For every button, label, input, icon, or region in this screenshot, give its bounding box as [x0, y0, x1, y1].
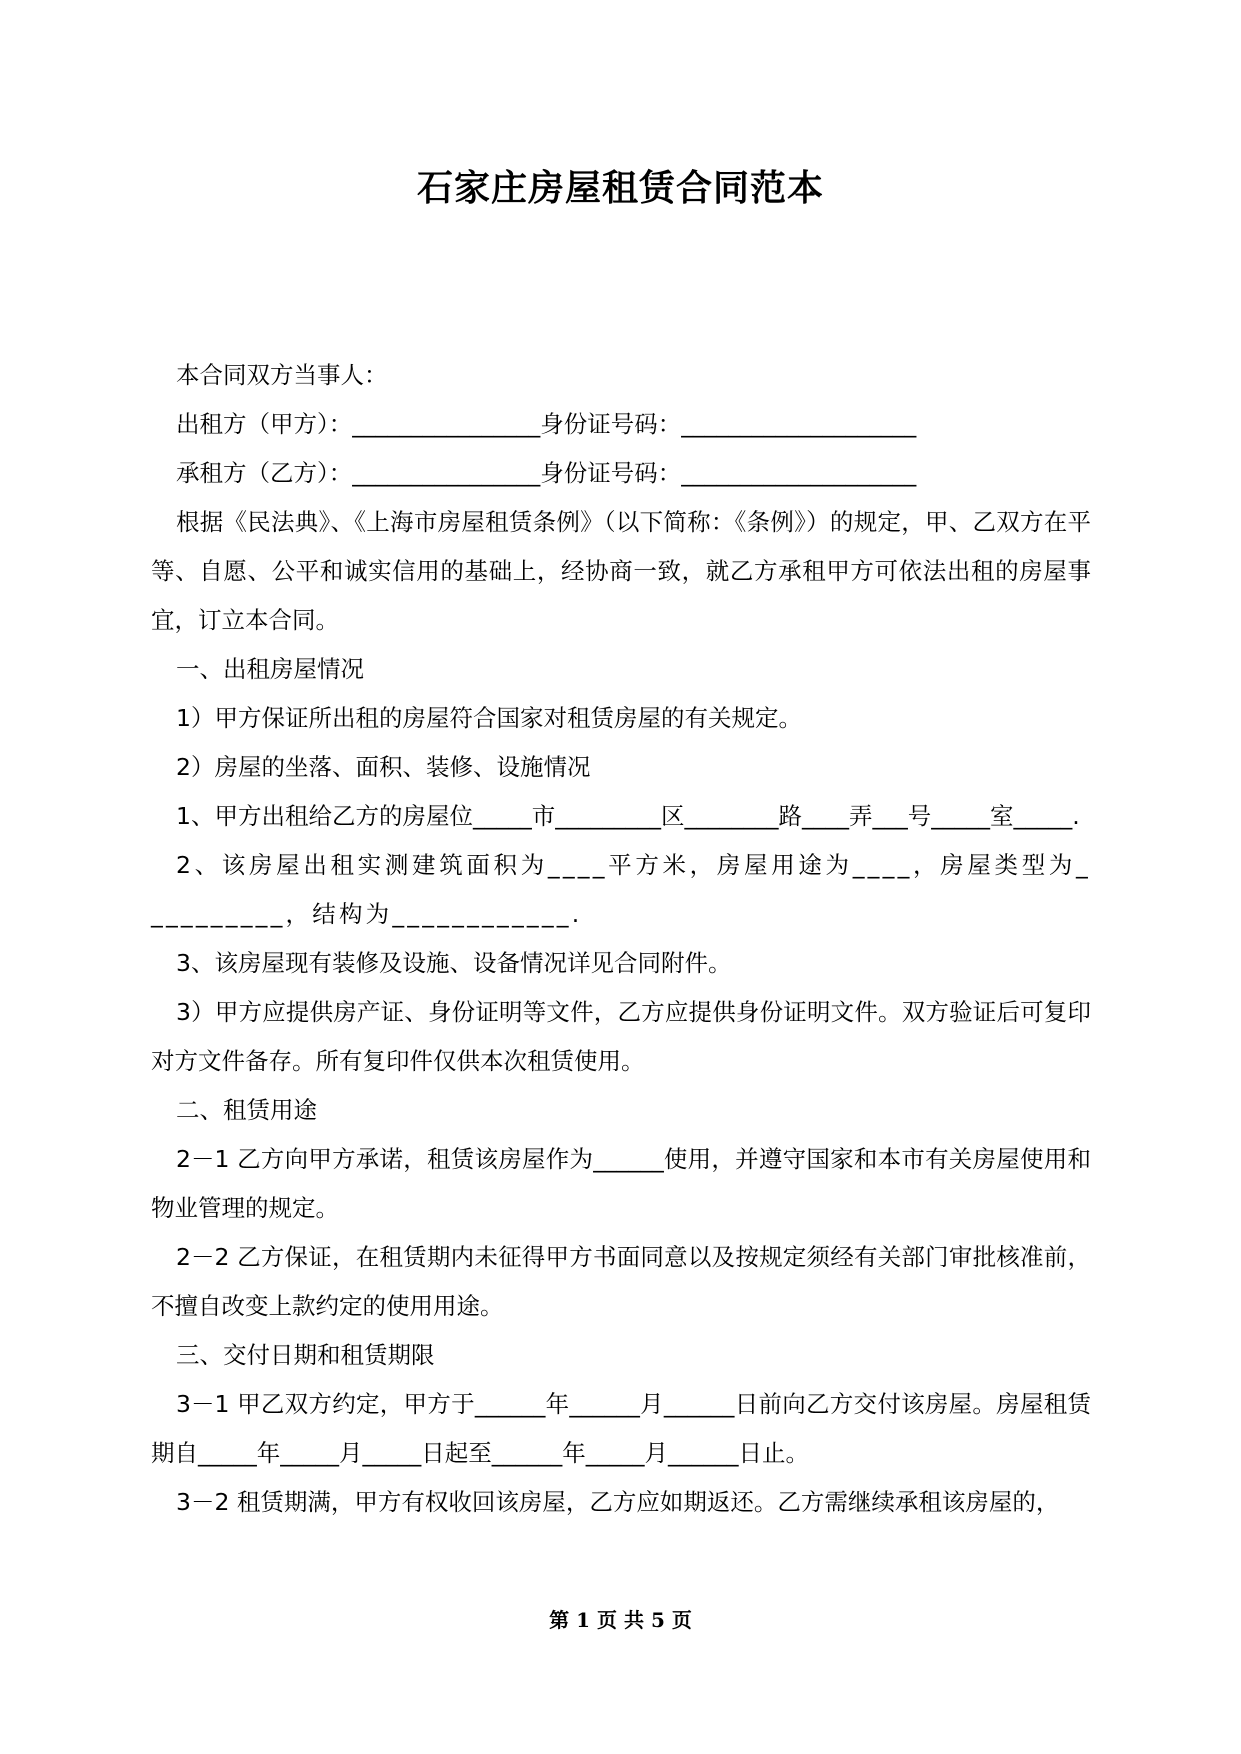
- paragraph-parties-intro: 本合同双方当事人：: [176, 361, 388, 389]
- paragraph-area: 2、该房屋出租实测建筑面积为____平方米，房屋用途为____，房屋类型为__________，结构为____________.: [151, 851, 1091, 928]
- paragraph-preamble: 根据《民法典》、《上海市房屋租赁条例》（以下简称：《条例》）的规定，甲、乙双方在平等、自愿、公平和诚实信用的基础上，经协商一致，就乙方承租甲方可依法出租的房屋事宜，订立本合同。: [151, 508, 1091, 634]
- paragraph-2-1: 2－1 乙方向甲方承诺，租赁该房屋作为______使用，并遵守国家和本市有关房屋使用和物业管理的规定。: [151, 1145, 1091, 1222]
- paragraph-location: 1、甲方出租给乙方的房屋位_____市_________区________路____弄___号_____室_____.: [176, 802, 1080, 830]
- paragraph-1-3: 3）甲方应提供房产证、身份证明等文件，乙方应提供身份证明文件。双方验证后可复印对方文件备存。所有复印件仅供本次租赁使用。: [151, 998, 1091, 1075]
- page-number-footer: 第 1 页 共 5 页: [549, 1608, 692, 1632]
- paragraph-3-2: 3－2 租赁期满，甲方有权收回该房屋，乙方应如期返还。乙方需继续承租该房屋的，: [176, 1488, 1060, 1516]
- paragraph-lessor-line: 出租方（甲方）：________________身份证号码：____________________: [176, 410, 917, 438]
- paragraph-1-1: 1）甲方保证所出租的房屋符合国家对租赁房屋的有关规定。: [176, 704, 802, 732]
- document-body: [151, 351, 1091, 1527]
- paragraph-2-2: 2－2 乙方保证，在租赁期内未征得甲方书面同意以及按规定须经有关部门审批核准前，不擅自改变上款约定的使用用途。: [151, 1243, 1091, 1320]
- paragraph-lessee-line: 承租方（乙方）：________________身份证号码：____________________: [176, 459, 917, 487]
- section-heading-2: 二、租赁用途: [176, 1096, 317, 1124]
- document-title: 石家庄房屋租赁合同范本: [416, 168, 824, 209]
- section-heading-1: 一、出租房屋情况: [176, 655, 364, 683]
- section-heading-3: 三、交付日期和租赁期限: [176, 1341, 435, 1369]
- paragraph-1-2: 2）房屋的坐落、面积、装修、设施情况: [176, 753, 591, 781]
- paragraph-3-1: 3－1 甲乙双方约定，甲方于______年______月______日前向乙方交付该房屋。房屋租赁期自_____年_____月_____日起至______年_____月______日止。: [151, 1390, 1091, 1467]
- paragraph-facilities: 3、该房屋现有装修及设施、设备情况详见合同附件。: [176, 949, 732, 977]
